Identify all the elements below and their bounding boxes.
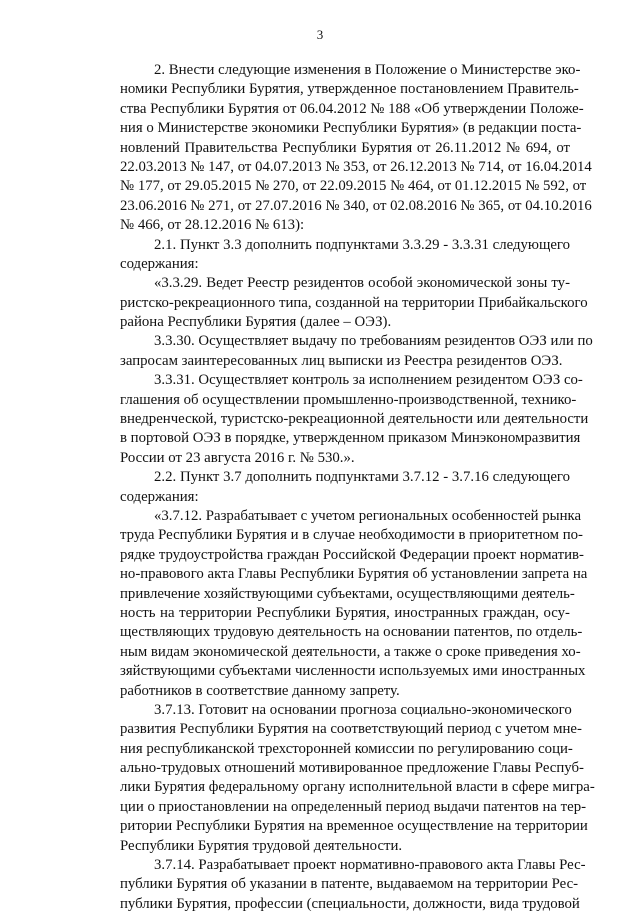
page-number: 3 xyxy=(316,27,324,42)
text-line: района Республики Бурятия (далее – ОЭЗ). xyxy=(120,314,392,331)
text-line: 22.03.2013 № 147, от 04.07.2013 № 353, от 26.12.2013 № 714, от 16.04.2014 xyxy=(120,158,592,175)
text-line: ции о приостановлении на определенный период выдачи патентов на тер- xyxy=(120,798,587,815)
text-line: публики Бурятия об указании в патенте, выдаваемом на территории Рес- xyxy=(120,876,579,893)
text-line: ства Республики Бурятия от 06.04.2012 № 188 «Об утверждении Положе- xyxy=(120,100,584,117)
paragraph-p3-7-14 xyxy=(86,856,586,914)
text-line: ритории Республики Бурятия на временное осуществление на территории xyxy=(120,818,588,835)
text-line: зяйствующими субъектами численности используемых ими иностранных xyxy=(120,663,586,680)
text-line: новлений Правительства Республики Бурятия от 26.11.2012 № 694, от xyxy=(120,139,570,156)
text-line: 2. Внести следующие изменения в Положение о Министерстве эко- xyxy=(154,62,581,78)
text-line: ния республиканской трехсторонней комиссии по регулированию соци- xyxy=(120,740,573,757)
text-line: содержания: xyxy=(120,255,199,272)
text-line: рядке трудоустройства граждан Российской Федерации проект норматив- xyxy=(120,546,584,563)
text-line: «3.7.12. Разрабатывает с учетом региональных особенностей рынка xyxy=(154,507,582,524)
text-line: работников в соответствие данному запрету. xyxy=(120,682,400,699)
text-line: 23.06.2016 № 271, от 27.07.2016 № 340, от 02.08.2016 № 365, от 04.10.2016 xyxy=(120,197,592,214)
text-line: развития Республики Бурятия на соответствующий период с учетом мне- xyxy=(120,721,582,738)
text-line: номики Республики Бурятия, утвержденное постановлением Правитель- xyxy=(120,81,579,98)
paragraph-p2 xyxy=(86,61,592,236)
text-line: Республики Бурятия трудовой деятельности. xyxy=(120,837,403,854)
text-line: «3.3.29. Ведет Реестр резидентов особой экономической зоны ту- xyxy=(154,275,570,292)
text-line: 3.3.30. Осуществляет выдачу по требованиям резидентов ОЭЗ или по xyxy=(154,333,593,350)
text-line: содержания: xyxy=(120,488,199,505)
text-line: в портовой ОЭЗ в порядке, утвержденном приказом Минэкономразвития xyxy=(120,430,581,447)
text-line: ния о Министерстве экономики Республики Бурятия» (в редакции поста- xyxy=(120,120,582,137)
paragraph-p2-1 xyxy=(86,236,570,275)
paragraph-p3-3-30 xyxy=(86,332,593,371)
text-line: лики Бурятия федеральному органу исполнительной власти в сфере мигра- xyxy=(120,779,595,796)
text-line: 3.7.14. Разрабатывает проект нормативно-правового акта Главы Рес- xyxy=(154,857,586,874)
document-body xyxy=(86,61,595,914)
paragraph-p3-7-13 xyxy=(86,701,595,856)
text-line: ристско-рекреационного типа, созданной на территории Прибайкальского xyxy=(120,294,588,311)
text-line: № 466, от 28.12.2016 № 613): xyxy=(120,217,305,234)
text-line: № 177, от 29.05.2015 № 270, от 22.09.2015 № 464, от 01.12.2015 № 592, от xyxy=(120,178,587,195)
text-line: внедренческой, туристско-рекреационной деятельности или деятельности xyxy=(120,411,589,428)
text-line: привлечение хозяйствующими субъектами, осуществляющими деятель- xyxy=(120,585,575,602)
text-line: но-правового акта Главы Республики Бурятия об установлении запрета на xyxy=(120,566,588,583)
paragraph-p2-2 xyxy=(86,468,570,507)
text-line: ным видам экономической деятельности, а также о сроке приведения хо- xyxy=(120,643,581,660)
text-line: труда Республики Бурятия и в случае необходимости в приоритетном по- xyxy=(120,527,583,544)
text-line: 3.7.13. Готовит на основании прогноза социально-экономического xyxy=(154,701,572,718)
text-line: ществляющих трудовую деятельность на основании патентов, по отдель- xyxy=(120,624,583,641)
text-line: запросам заинтересованных лиц выписки из Реестра резидентов ОЭЗ. xyxy=(120,352,563,369)
text-line: ность на территории Республики Бурятия, иностранных граждан, осу- xyxy=(120,604,570,621)
text-line: 2.1. Пункт 3.3 дополнить подпунктами 3.3.29 - 3.3.31 следующего xyxy=(154,236,570,253)
text-line: России от 23 августа 2016 г. № 530.». xyxy=(120,449,355,466)
text-line: публики Бурятия, профессии (специальности, должности, вида трудовой xyxy=(120,895,580,912)
paragraph-p3-3-31 xyxy=(86,371,589,468)
paragraph-p3-3-29 xyxy=(86,274,588,332)
text-line: глашения об осуществлении промышленно-производственной, технико- xyxy=(120,391,577,408)
text-line: 2.2. Пункт 3.7 дополнить подпунктами 3.7.12 - 3.7.16 следующего xyxy=(154,469,570,486)
text-line: 3.3.31. Осуществляет контроль за исполнением резидентом ОЭЗ со- xyxy=(154,372,583,389)
text-line: ально-трудовых отношений мотивированное предложение Главы Респуб- xyxy=(120,760,584,777)
paragraph-p3-7-12 xyxy=(86,507,588,701)
